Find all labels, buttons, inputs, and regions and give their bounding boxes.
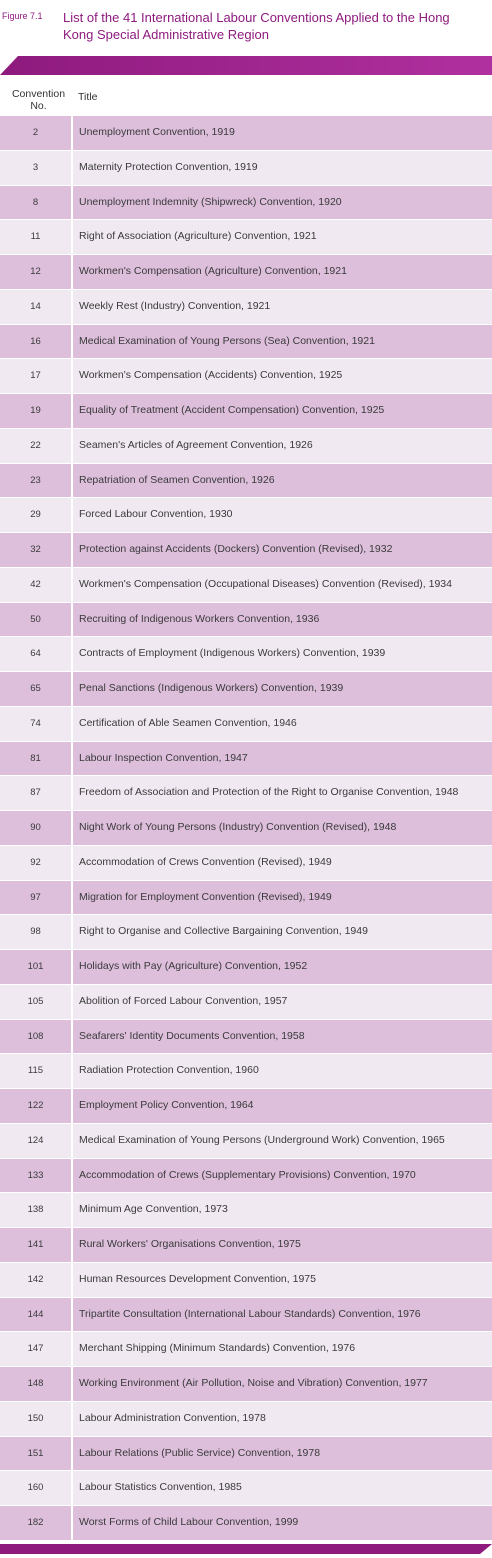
convention-title: Workmen's Compensation (Occupational Diseases) Convention (Revised), 1934 — [73, 568, 492, 602]
convention-number: 8 — [0, 186, 71, 220]
table-header-row — [0, 80, 492, 116]
convention-number: 23 — [0, 464, 71, 498]
convention-title: Night Work of Young Persons (Industry) Convention (Revised), 1948 — [73, 811, 492, 845]
convention-number: 81 — [0, 742, 71, 776]
table-row — [0, 220, 492, 254]
convention-number: 101 — [0, 950, 71, 984]
convention-title: Unemployment Convention, 1919 — [73, 116, 492, 150]
convention-title: Radiation Protection Convention, 1960 — [73, 1054, 492, 1088]
convention-number: 105 — [0, 985, 71, 1019]
convention-title: Medical Examination of Young Persons (Sea) Convention, 1921 — [73, 325, 492, 359]
table-row — [0, 1332, 492, 1366]
convention-number: 98 — [0, 915, 71, 949]
convention-title: Right to Organise and Collective Bargaining Convention, 1949 — [73, 915, 492, 949]
convention-title: Labour Inspection Convention, 1947 — [73, 742, 492, 776]
convention-number: 92 — [0, 846, 71, 880]
table-row — [0, 116, 492, 150]
convention-title: Labour Statistics Convention, 1985 — [73, 1471, 492, 1505]
convention-title: Workmen's Compensation (Accidents) Convention, 1925 — [73, 359, 492, 393]
convention-number: 108 — [0, 1020, 71, 1054]
convention-number: 14 — [0, 290, 71, 324]
table-row — [0, 846, 492, 880]
convention-title: Penal Sanctions (Indigenous Workers) Convention, 1939 — [73, 672, 492, 706]
convention-title: Accommodation of Crews (Supplementary Provisions) Convention, 1970 — [73, 1159, 492, 1193]
convention-number: 22 — [0, 429, 71, 463]
table-row — [0, 742, 492, 776]
table-row — [0, 603, 492, 637]
convention-number: 124 — [0, 1124, 71, 1158]
table-row — [0, 637, 492, 671]
convention-number: 182 — [0, 1506, 71, 1540]
convention-number: 87 — [0, 776, 71, 810]
table-row — [0, 533, 492, 567]
convention-title: Tripartite Consultation (International Labour Standards) Convention, 1976 — [73, 1298, 492, 1332]
table-row — [0, 359, 492, 393]
convention-number: 42 — [0, 568, 71, 602]
table-row — [0, 672, 492, 706]
table-row — [0, 429, 492, 463]
table-row — [0, 1020, 492, 1054]
convention-number: 90 — [0, 811, 71, 845]
table-row — [0, 325, 492, 359]
convention-number: 17 — [0, 359, 71, 393]
convention-title: Human Resources Development Convention, 1975 — [73, 1263, 492, 1297]
convention-title: Merchant Shipping (Minimum Standards) Convention, 1976 — [73, 1332, 492, 1366]
table-row — [0, 568, 492, 602]
header-title: Title — [78, 91, 98, 103]
convention-title: Freedom of Association and Protection of the Right to Organise Convention, 1948 — [73, 776, 492, 810]
convention-number: 12 — [0, 255, 71, 289]
convention-number: 19 — [0, 394, 71, 428]
convention-title: Repatriation of Seamen Convention, 1926 — [73, 464, 492, 498]
table-row — [0, 151, 492, 185]
table-row — [0, 1402, 492, 1436]
convention-title: Rural Workers' Organisations Convention, 1975 — [73, 1228, 492, 1262]
convention-number: 16 — [0, 325, 71, 359]
convention-number: 97 — [0, 881, 71, 915]
header-banner — [0, 56, 492, 75]
convention-title: Protection against Accidents (Dockers) Convention (Revised), 1932 — [73, 533, 492, 567]
convention-number: 32 — [0, 533, 71, 567]
convention-title: Worst Forms of Child Labour Convention, 1999 — [73, 1506, 492, 1540]
table-row — [0, 1471, 492, 1505]
convention-number: 3 — [0, 151, 71, 185]
figure-label: Figure 7.1 — [2, 11, 43, 21]
table-row — [0, 1437, 492, 1471]
table-row — [0, 394, 492, 428]
table-row — [0, 1089, 492, 1123]
figure-header — [0, 0, 492, 56]
convention-title: Seafarers' Identity Documents Convention, 1958 — [73, 1020, 492, 1054]
table-row — [0, 1298, 492, 1332]
convention-number: 29 — [0, 498, 71, 532]
convention-number: 133 — [0, 1159, 71, 1193]
convention-title: Equality of Treatment (Accident Compensation) Convention, 1925 — [73, 394, 492, 428]
convention-title: Right of Association (Agriculture) Convention, 1921 — [73, 220, 492, 254]
table-row — [0, 1367, 492, 1401]
figure-title: List of the 41 International Labour Conventions Applied to the Hong Kong Special Administrative Region — [63, 10, 450, 42]
convention-number: 64 — [0, 637, 71, 671]
convention-number: 160 — [0, 1471, 71, 1505]
conventions-table — [0, 80, 492, 1541]
convention-title: Labour Relations (Public Service) Convention, 1978 — [73, 1437, 492, 1471]
convention-title: Migration for Employment Convention (Revised), 1949 — [73, 881, 492, 915]
table-row — [0, 290, 492, 324]
convention-number: 74 — [0, 707, 71, 741]
convention-title: Recruiting of Indigenous Workers Convention, 1936 — [73, 603, 492, 637]
header-convention-no: Convention No. — [11, 88, 66, 112]
table-row — [0, 1263, 492, 1297]
table-row — [0, 985, 492, 1019]
convention-title: Minimum Age Convention, 1973 — [73, 1193, 492, 1227]
convention-number: 141 — [0, 1228, 71, 1262]
convention-number: 11 — [0, 220, 71, 254]
convention-number: 150 — [0, 1402, 71, 1436]
convention-title: Contracts of Employment (Indigenous Workers) Convention, 1939 — [73, 637, 492, 671]
convention-title: Certification of Able Seamen Convention, 1946 — [73, 707, 492, 741]
table-row — [0, 950, 492, 984]
table-row — [0, 186, 492, 220]
convention-title: Employment Policy Convention, 1964 — [73, 1089, 492, 1123]
convention-title: Workmen's Compensation (Agriculture) Convention, 1921 — [73, 255, 492, 289]
table-row — [0, 707, 492, 741]
table-row — [0, 881, 492, 915]
convention-title: Abolition of Forced Labour Convention, 1957 — [73, 985, 492, 1019]
convention-number: 50 — [0, 603, 71, 637]
table-row — [0, 255, 492, 289]
convention-title: Forced Labour Convention, 1930 — [73, 498, 492, 532]
convention-number: 142 — [0, 1263, 71, 1297]
convention-title: Seamen's Articles of Agreement Convention, 1926 — [73, 429, 492, 463]
table-row — [0, 1054, 492, 1088]
table-row — [0, 1228, 492, 1262]
footer-banner — [0, 1544, 492, 1554]
convention-number: 138 — [0, 1193, 71, 1227]
convention-title: Weekly Rest (Industry) Convention, 1921 — [73, 290, 492, 324]
convention-title: Labour Administration Convention, 1978 — [73, 1402, 492, 1436]
table-row — [0, 915, 492, 949]
convention-title: Unemployment Indemnity (Shipwreck) Convention, 1920 — [73, 186, 492, 220]
convention-number: 65 — [0, 672, 71, 706]
convention-title: Accommodation of Crews Convention (Revised), 1949 — [73, 846, 492, 880]
table-body — [0, 116, 492, 1540]
table-row — [0, 1506, 492, 1540]
convention-number: 147 — [0, 1332, 71, 1366]
table-row — [0, 498, 492, 532]
convention-title: Working Environment (Air Pollution, Noise and Vibration) Convention, 1977 — [73, 1367, 492, 1401]
convention-number: 148 — [0, 1367, 71, 1401]
table-row — [0, 1159, 492, 1193]
convention-number: 2 — [0, 116, 71, 150]
table-row — [0, 1124, 492, 1158]
table-row — [0, 811, 492, 845]
table-row — [0, 1193, 492, 1227]
table-row — [0, 464, 492, 498]
convention-number: 151 — [0, 1437, 71, 1471]
convention-title: Medical Examination of Young Persons (Underground Work) Convention, 1965 — [73, 1124, 492, 1158]
convention-number: 115 — [0, 1054, 71, 1088]
convention-number: 122 — [0, 1089, 71, 1123]
convention-title: Holidays with Pay (Agriculture) Convention, 1952 — [73, 950, 492, 984]
convention-number: 144 — [0, 1298, 71, 1332]
convention-title: Maternity Protection Convention, 1919 — [73, 151, 492, 185]
table-row — [0, 776, 492, 810]
